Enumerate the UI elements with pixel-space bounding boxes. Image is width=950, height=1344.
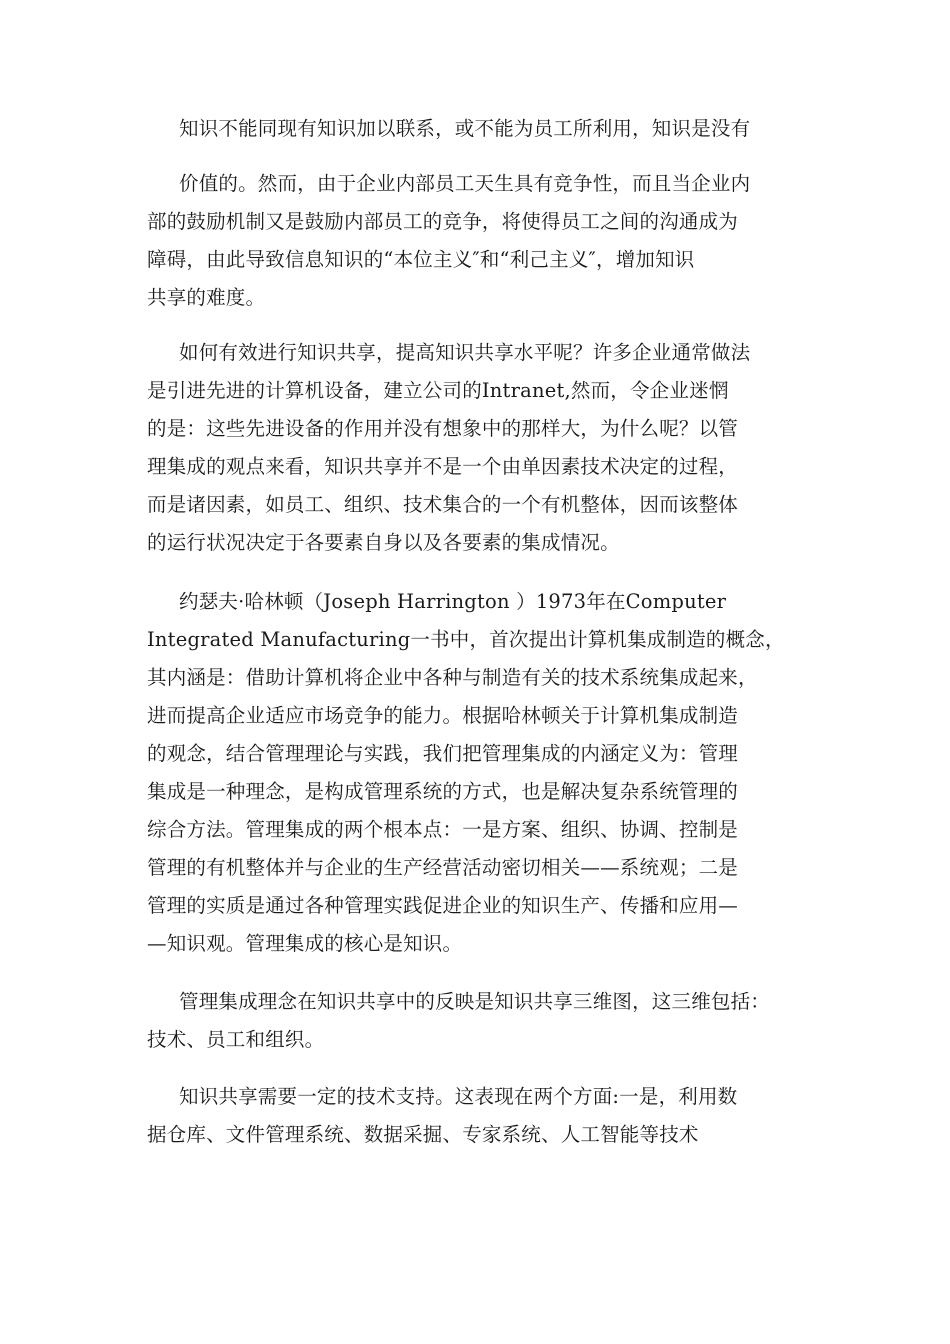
paragraph-4-line-8: 管理的有机整体并与企业的生产经营活动密切相关——系统观；二是 xyxy=(147,856,739,879)
paragraph-5-line-1: 管理集成理念在知识共享中的反映是知识共享三维图，这三维包括： xyxy=(179,990,771,1013)
paragraph-4-line-9: 管理的实质是通过各种管理实践促进企业的知识生产、传播和应用— xyxy=(147,894,739,917)
paragraph-3-line-2: 是引进先进的计算机设备，建立公司的Intranet,然而，令企业迷惘 xyxy=(147,379,729,402)
paragraph-3-line-6: 的运行状况决定于各要素自身以及各要素的集成情况。 xyxy=(147,531,620,554)
paragraph-4-line-10: —知识观。管理集成的核心是知识。 xyxy=(147,932,463,955)
paragraph-4-line-2: Integrated Manufacturing一书中，首次提出计算机集成制造的概念， xyxy=(147,628,785,651)
paragraph-2-line-3: 障碍，由此导致信息知识的“本位主义″和“利己主义″，增加知识 xyxy=(147,248,695,271)
paragraph-4-line-7: 综合方法。管理集成的两个根本点：一是方案、组织、协调、控制是 xyxy=(147,818,739,841)
paragraph-1-line-1: 知识不能同现有知识加以联系，或不能为员工所利用，知识是没有 xyxy=(179,117,751,140)
paragraph-2-line-4: 共享的难度。 xyxy=(147,286,266,309)
paragraph-6-line-2: 据仓库、文件管理系统、数据采掘、专家系统、人工智能等技术 xyxy=(147,1123,699,1146)
paragraph-5-line-2: 技术、员工和组织。 xyxy=(147,1028,325,1051)
paragraph-3-line-4: 理集成的观点来看，知识共享并不是一个由单因素技术决定的过程， xyxy=(147,455,739,478)
paragraph-2-line-1: 价值的。然而，由于企业内部员工天生具有竞争性，而且当企业内 xyxy=(179,172,751,195)
paragraph-4-line-4: 进而提高企业适应市场竞争的能力。根据哈林顿关于计算机集成制造 xyxy=(147,704,739,727)
paragraph-6-line-1: 知识共享需要一定的技术支持。这表现在两个方面:一是，利用数 xyxy=(179,1085,738,1108)
paragraph-4-line-3: 其内涵是：借助计算机将企业中各种与制造有关的技术系统集成起来， xyxy=(147,666,758,689)
paragraph-3-line-5: 而是诸因素，如员工、组织、技术集合的一个有机整体，因而该整体 xyxy=(147,493,739,516)
paragraph-3-line-3: 的是：这些先进设备的作用并没有想象中的那样大，为什么呢？以管 xyxy=(147,417,739,440)
paragraph-3-line-1: 如何有效进行知识共享，提高知识共享水平呢？许多企业通常做法 xyxy=(179,341,751,364)
paragraph-2-line-2: 部的鼓励机制又是鼓励内部员工的竞争，将使得员工之间的沟通成为 xyxy=(147,210,739,233)
paragraph-4-line-1: 约瑟夫·哈林顿（Joseph Harrington ）1973年在Computer xyxy=(179,590,727,613)
paragraph-4-line-5: 的观念，结合管理理论与实践，我们把管理集成的内涵定义为：管理 xyxy=(147,742,739,765)
paragraph-4-line-6: 集成是一种理念，是构成管理系统的方式，也是解决复杂系统管理的 xyxy=(147,780,739,803)
